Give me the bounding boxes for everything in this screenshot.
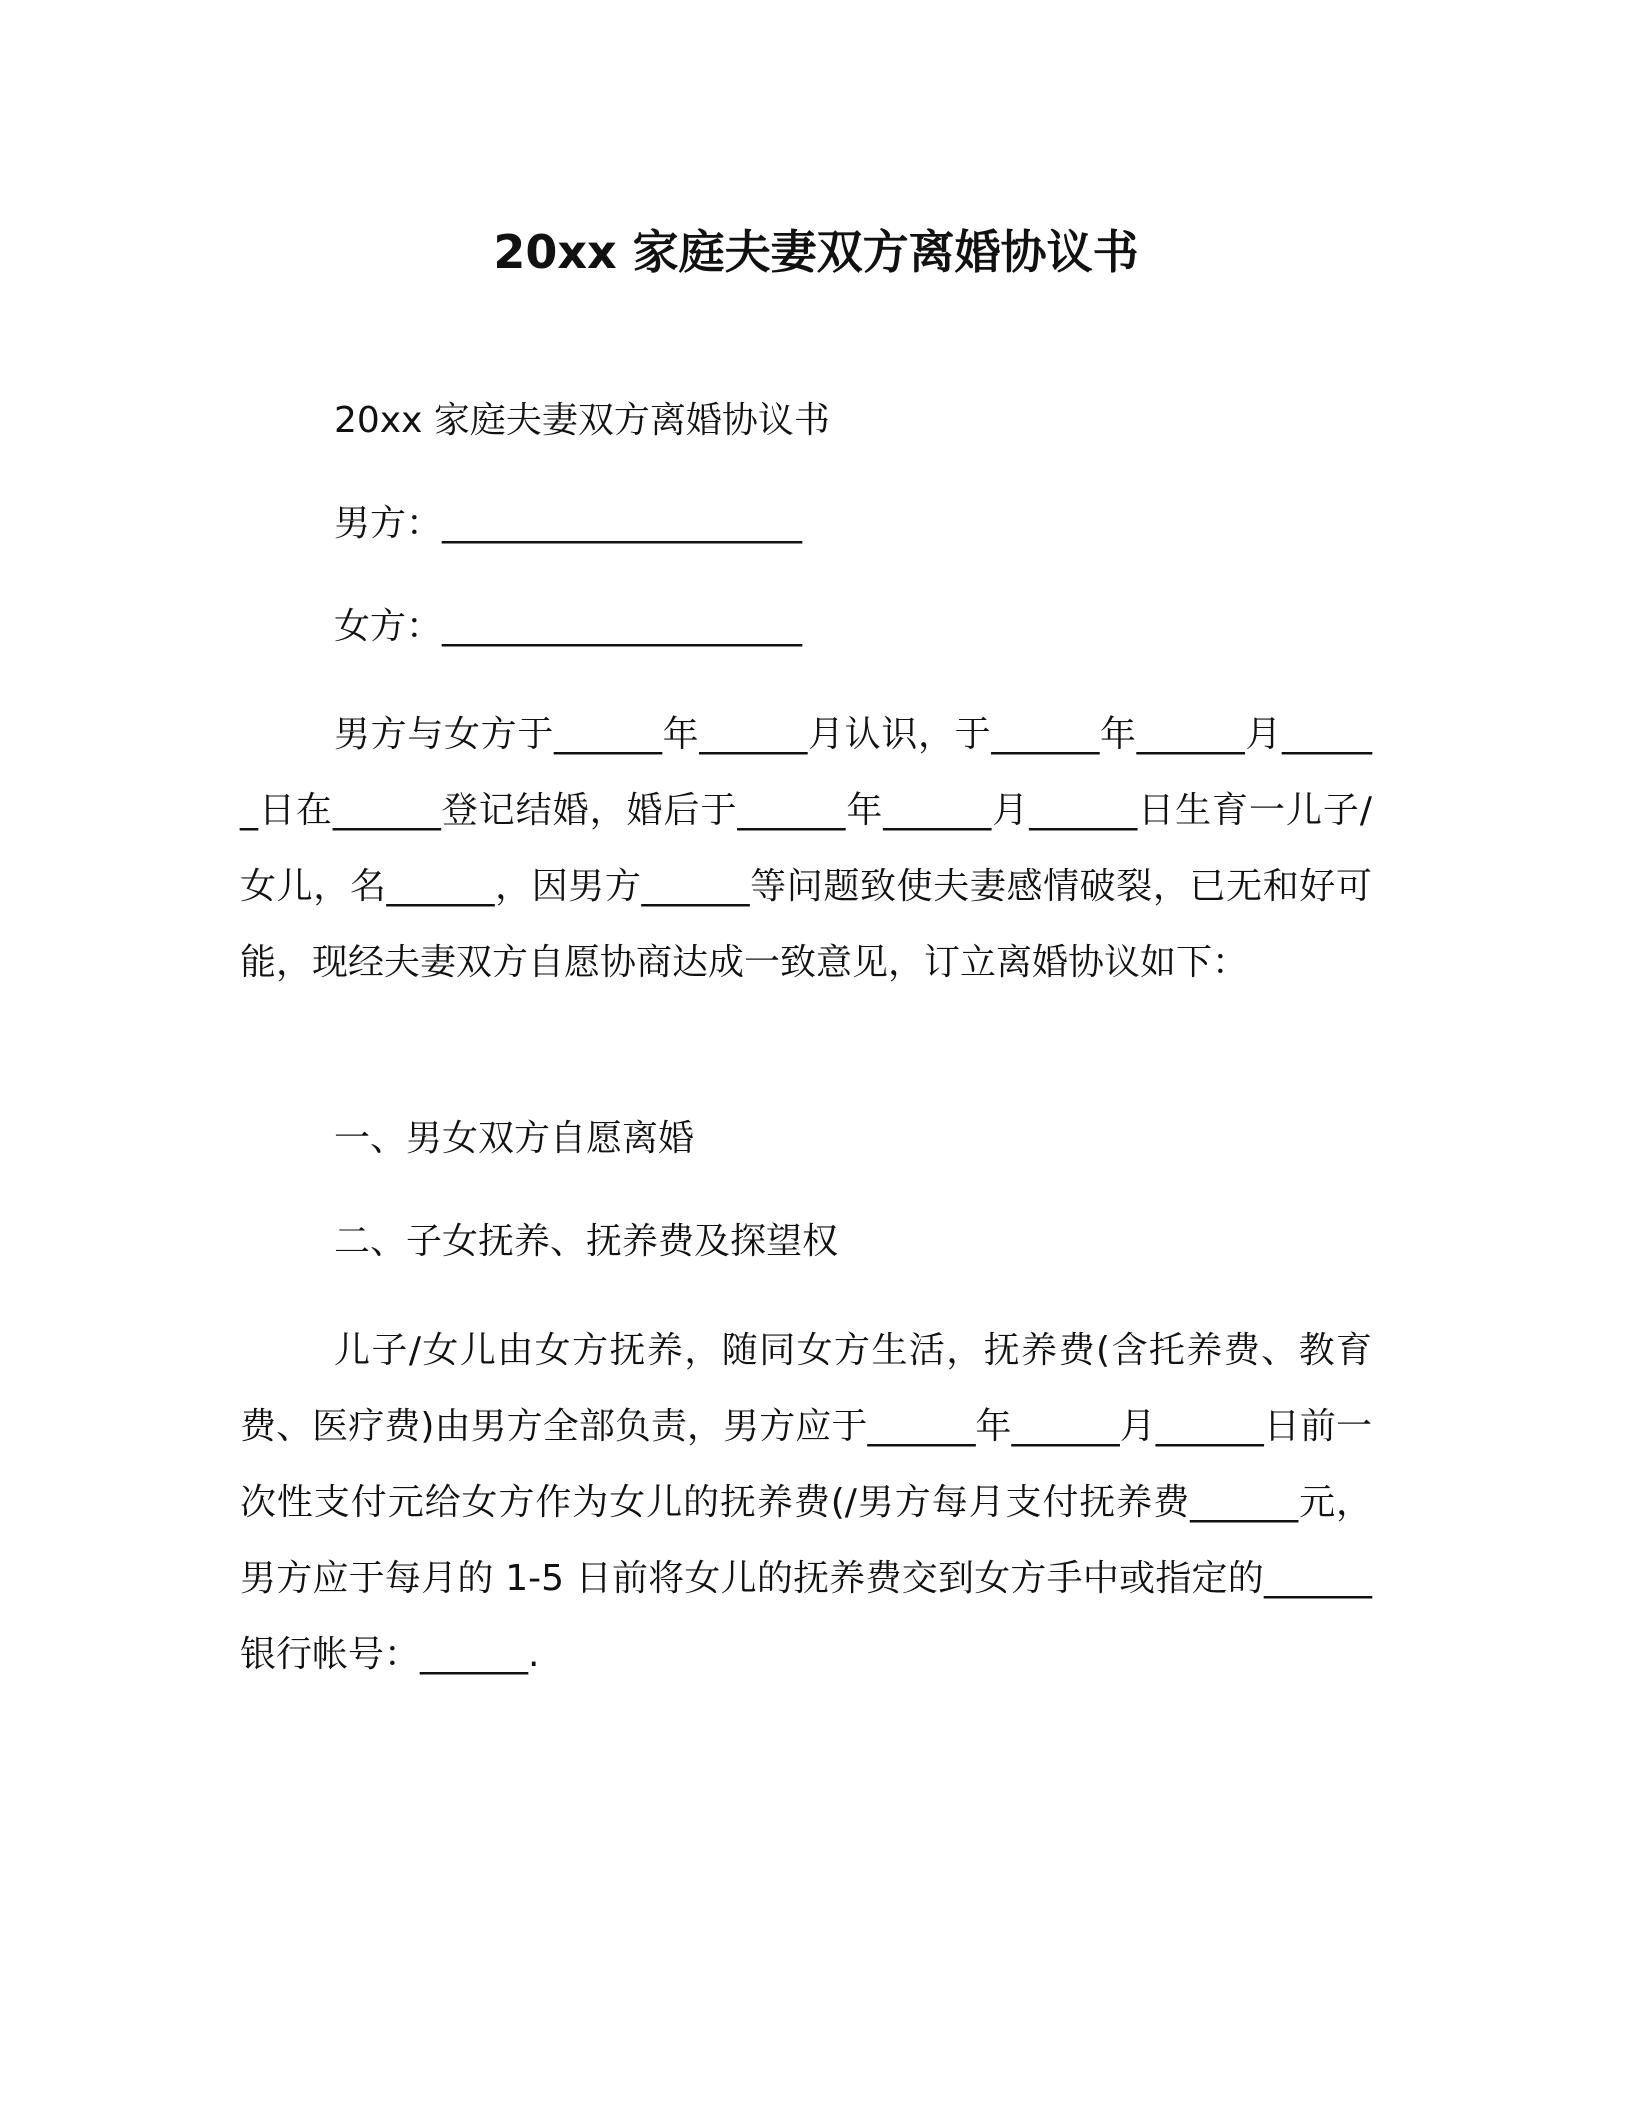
section-2-heading: 二、子女抚养、抚养费及探望权 (334, 1221, 839, 1262)
document-subtitle: 20xx 家庭夫妻双方离婚协议书 (334, 400, 830, 441)
male-party-line: 男方：____________________ (334, 503, 803, 544)
custody-paragraph: 儿子/女儿由女方抚养，随同女方生活，抚养费(含托养费、教育费、医疗费)由男方全部负责，男方应于______年______月______日前一次性支付元给女方作为女儿的抚养费(/男方每月支付抚养费______元，男方应于每月的 1-5 日前将女儿的抚养费交到女方手中或指定的______银行帐号：______. (240, 1330, 1372, 1675)
document-title: 20xx 家庭夫妻双方离婚协议书 (493, 225, 1139, 279)
female-party-line: 女方：____________________ (334, 606, 803, 647)
intro-paragraph: 男方与女方于______年______月认识，于______年______月______日在______登记结婚，婚后于______年______月______日生育一儿子/女儿，名______，因男方______等问题致使夫妻感情破裂，已无和好可能，现经夫妻双方自愿协商达成一致意见，订立离婚协议如下： (240, 714, 1372, 983)
section-1-heading: 一、男女双方自愿离婚 (334, 1118, 695, 1159)
